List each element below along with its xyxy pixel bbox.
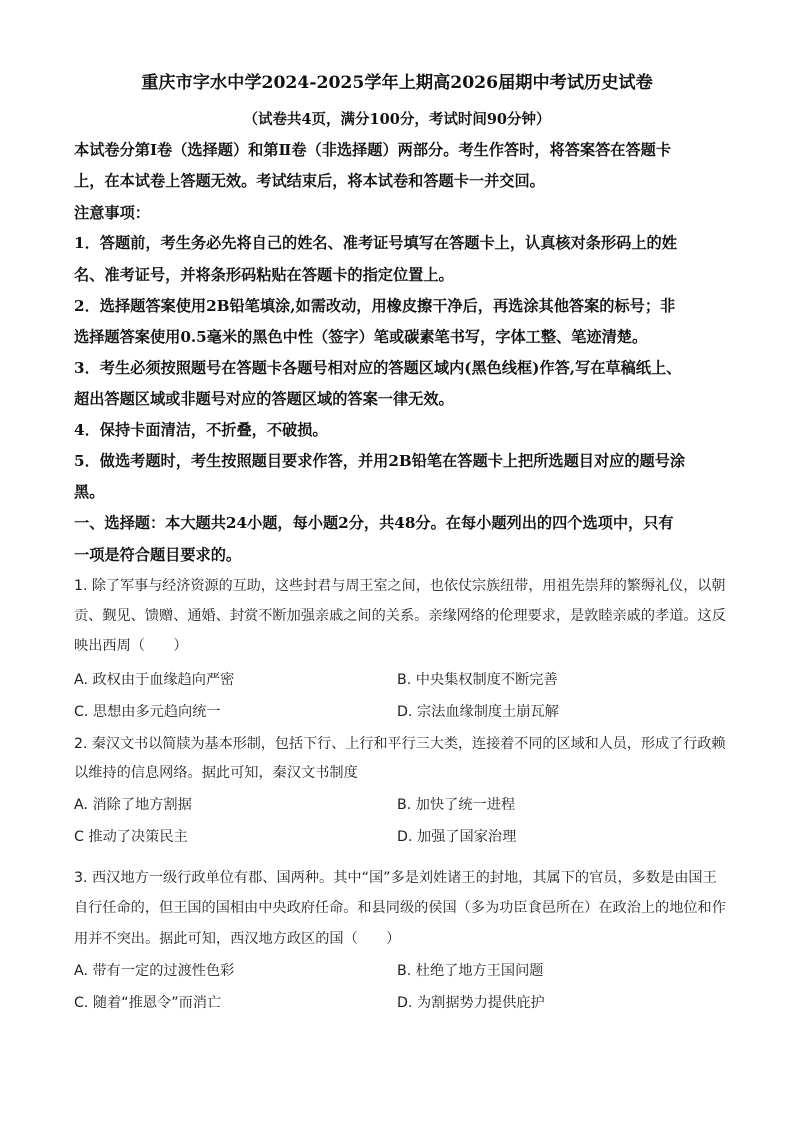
question-2-line-2: 以维持的信息网络。据此可知，秦汉文书制度 (74, 765, 358, 781)
question-3-option-b: B. 杜绝了地方王国问题 (397, 963, 544, 979)
question-3-option-a: A. 带有一定的过渡性色彩 (74, 963, 235, 979)
question-3-option-d: D. 为割据势力提供庇护 (397, 995, 545, 1011)
intro-line-1: 本试卷分第Ⅰ卷（选择题）和第Ⅱ卷（非选择题）两部分。考生作答时，将答案答在答题卡 (74, 141, 672, 159)
note-5-line-2: 黑。 (74, 483, 105, 501)
question-3-line-2: 自行任命的，但王国的国相由中央政府任命。和县同级的侯国（多为功臣食邑所在）在政治上的地位和作 (74, 900, 726, 916)
note-5-line-1: 5．做选考题时，考生按照题目要求作答，并用2B铅笔在答题卡上把所选题目对应的题号涂 (74, 452, 686, 470)
exam-title: 重庆市字水中学2024-2025学年上期高2026届期中考试历史试卷 (141, 73, 653, 93)
exam-subtitle: （试卷共4页，满分100分，考试时间90分钟） (243, 111, 551, 128)
question-2-line-1: 2. 秦汉文书以简牍为基本形制，包括下行、上行和平行三大类，连接着不同的区域和人员，形成了行政赖 (74, 736, 726, 752)
question-2-option-d: D. 加强了国家治理 (397, 829, 517, 845)
note-3-line-2: 超出答题区域或非题号对应的答题区域的答案一律无效。 (74, 390, 454, 408)
question-3-option-c: C. 随着“推恩令”而消亡 (74, 995, 222, 1011)
question-1-option-a: A. 政权由于血缘趋向严密 (74, 672, 235, 688)
question-3-line-1: 3. 西汉地方一级行政单位有郡、国两种。其中“国”多是刘姓诸王的封地，其属下的官员，多数是由国王 (74, 870, 717, 886)
note-1-line-2: 名、准考证号，并将条形码粘贴在答题卡的指定位置上。 (74, 266, 454, 284)
question-1-line-2: 贡、觐见、馈赠、通婚、封赏不断加强亲戚之间的关系。亲缘网络的伦理要求，是敦睦亲戚的孝道。这反 (74, 608, 726, 624)
note-2-line-1: 2．选择题答案使用2B铅笔填涂,如需改动，用橡皮擦干净后，再选涂其他答案的标号；非 (74, 297, 676, 315)
question-2-option-b: B. 加快了统一进程 (397, 797, 516, 813)
question-2-option-c: C 推动了决策民主 (74, 829, 188, 845)
note-4: 4．保持卡面清洁，不折叠，不破损。 (74, 421, 328, 439)
question-1-option-b: B. 中央集权制度不断完善 (397, 672, 558, 688)
question-1-option-d: D. 宗法血缘制度土崩瓦解 (397, 704, 559, 720)
question-1-line-1: 1. 除了军事与经济资源的互助，这些封君与周王室之间，也依仗宗族纽带，用祖先崇拜的繁缛礼仪，以朝 (74, 578, 726, 594)
note-2-line-2: 选择题答案使用0.5毫米的黑色中性（签字）笔或碳素笔书写，字体工整、笔迹清楚。 (74, 328, 648, 346)
question-1-option-c: C. 思想由多元趋向统一 (74, 704, 221, 720)
question-1-line-3: 映出西周（ ） (74, 638, 188, 654)
intro-line-2: 上，在本试卷上答题无效。考试结束后，将本试卷和答题卡一并交回。 (74, 172, 545, 190)
note-1-line-1: 1．答题前，考生务必先将自己的姓名、准考证号填写在答题卡上，认真核对条形码上的姓 (74, 234, 677, 252)
question-3-line-3: 用并不突出。据此可知，西汉地方政区的国（ ） (74, 931, 401, 947)
notes-heading: 注意事项： (74, 204, 150, 222)
section-1-heading-line-1: 一、选择题：本大题共24小题，每小题2分，共48分。在每小题列出的四个选项中，只有 (74, 514, 674, 532)
question-2-option-a: A. 消除了地方割据 (74, 797, 192, 813)
note-3-line-1: 3．考生必须按照题号在答题卡各题号相对应的答题区域内(黑色线框)作答,写在草稿纸上、 (74, 359, 682, 377)
section-1-heading-line-2: 一项是符合题目要求的。 (74, 546, 242, 564)
